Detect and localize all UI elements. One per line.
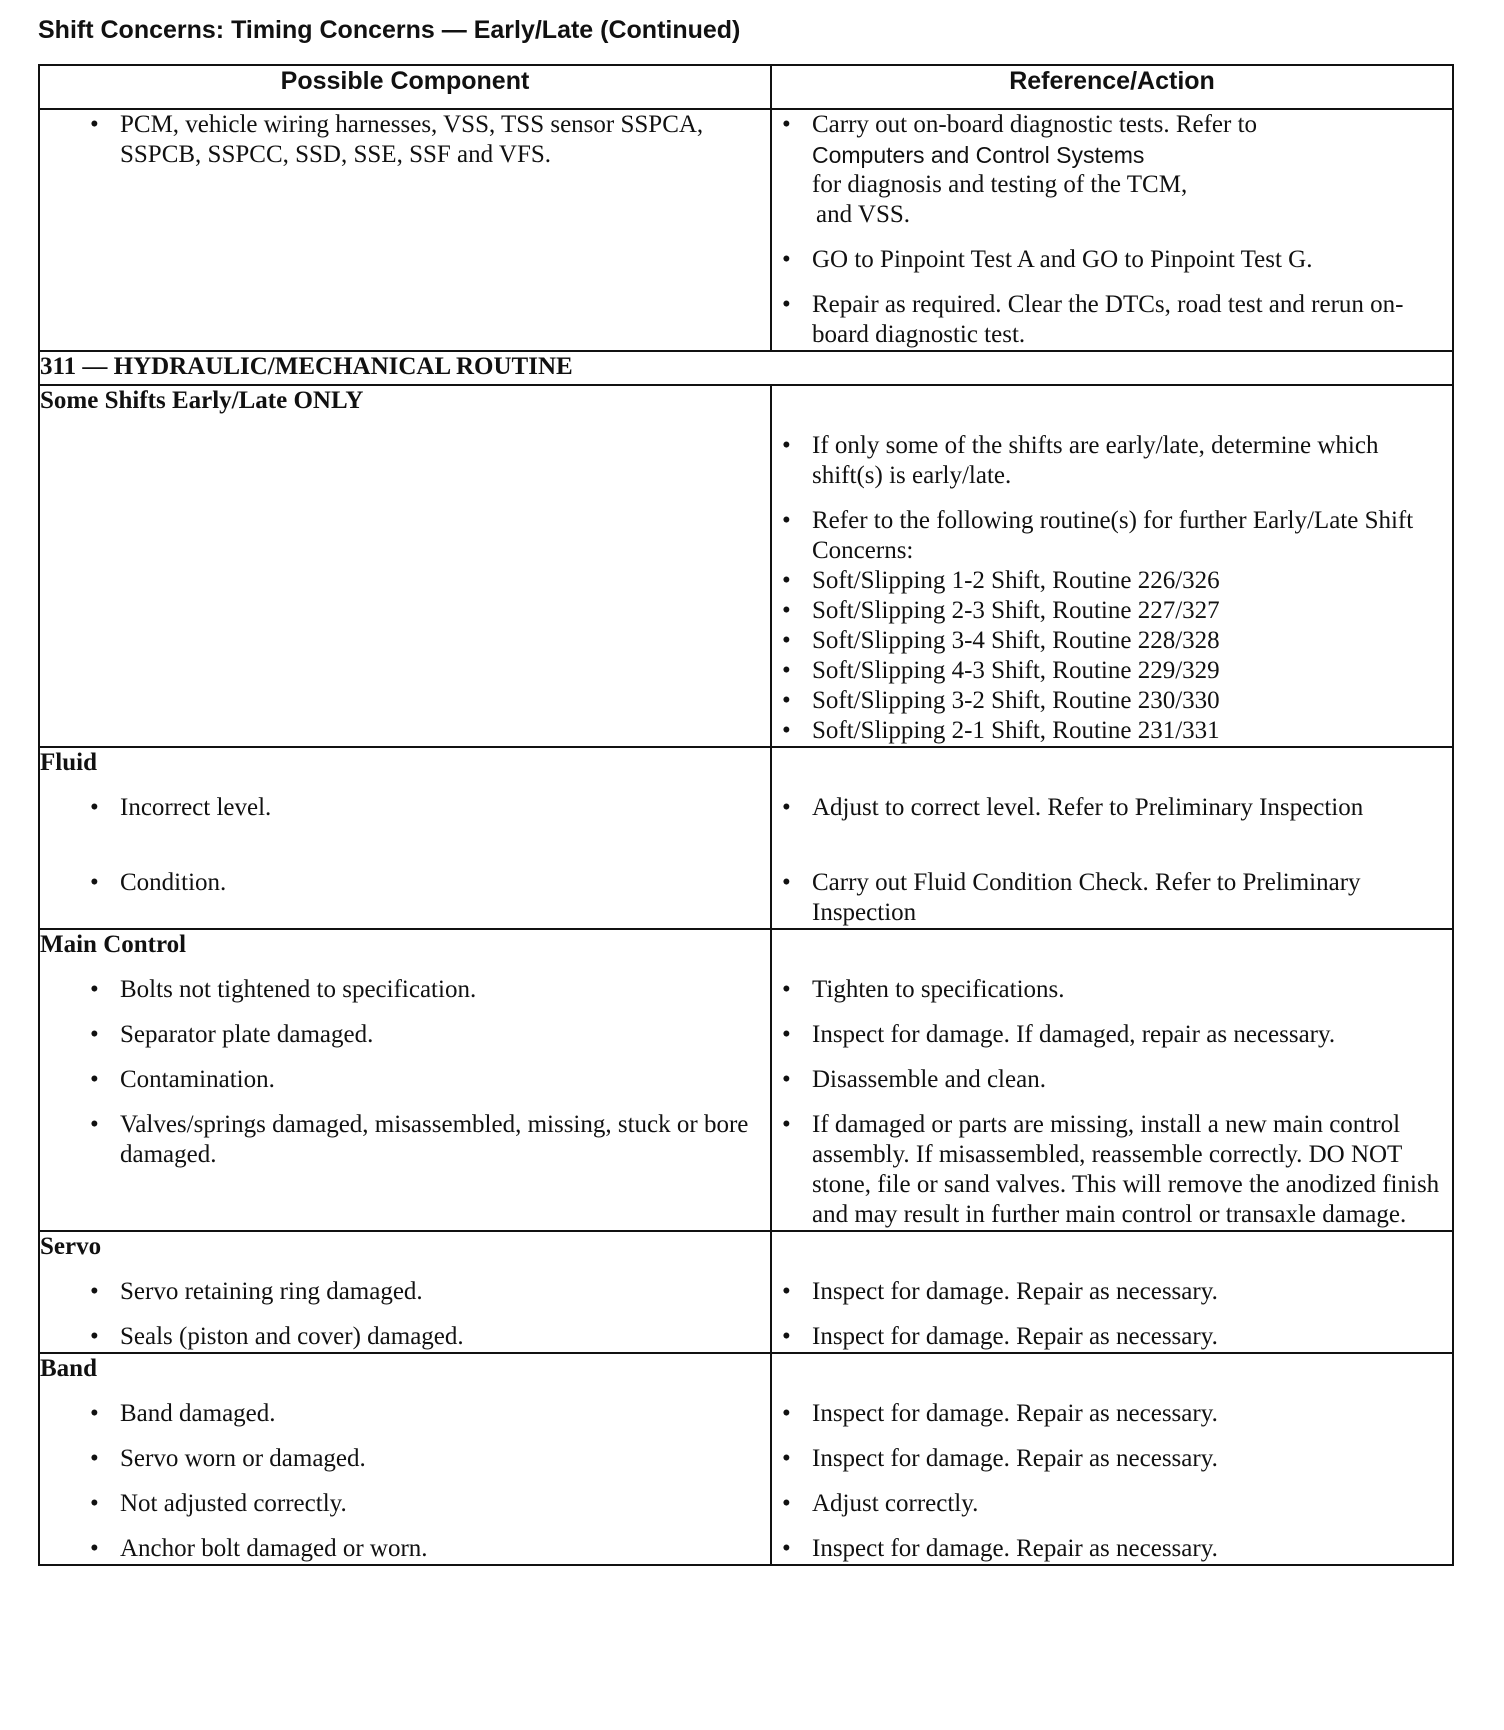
component-item: • Separator plate damaged. xyxy=(40,1020,770,1050)
table-header-row xyxy=(39,65,1453,109)
component-item: • Not adjusted correctly. xyxy=(40,1489,770,1519)
component-item: • Seals (piston and cover) damaged. xyxy=(40,1322,770,1352)
action-item: • Adjust to correct level. Refer to Preliminary Inspection xyxy=(772,793,1452,853)
page-title: Shift Concerns: Timing Concerns — Early/Late (Continued) xyxy=(38,16,741,44)
component-item: • Contamination. xyxy=(40,1065,770,1095)
action-text: for diagnosis and testing of the TCM, xyxy=(812,171,1188,198)
table-row xyxy=(39,747,1453,929)
component-cell xyxy=(39,747,771,929)
group-heading: Fluid xyxy=(40,749,97,776)
routine-list xyxy=(772,566,1452,746)
routine-item: • Soft/Slipping 3-4 Shift, Routine 228/328 xyxy=(772,626,1452,656)
action-item: • Tighten to specifications. xyxy=(772,975,1452,1005)
action-cell xyxy=(771,1353,1453,1565)
action-item: • Adjust correctly. xyxy=(772,1489,1452,1519)
component-item: • Servo worn or damaged. xyxy=(40,1444,770,1474)
action-cell xyxy=(771,109,1453,351)
group-heading: Some Shifts Early/Late ONLY xyxy=(40,387,364,414)
component-item: • Anchor bolt damaged or worn. xyxy=(40,1534,770,1564)
action-text: Carry out on-board diagnostic tests. Refer to xyxy=(812,111,1258,138)
component-cell xyxy=(39,1353,771,1565)
action-item: • Inspect for damage. Repair as necessary. xyxy=(772,1277,1452,1307)
table-row xyxy=(39,1353,1453,1565)
group-heading: Main Control xyxy=(40,931,187,958)
component-item: • PCM, vehicle wiring harnesses, VSS, TSS sensor SSPCA, SSPCB, SSPCC, SSD, SSE, SSF and VFS. xyxy=(40,110,770,170)
action-item xyxy=(772,110,1452,230)
component-cell xyxy=(39,929,771,1231)
action-cell xyxy=(771,747,1453,929)
component-item: • Servo retaining ring damaged. xyxy=(40,1277,770,1307)
component-cell xyxy=(39,1231,771,1353)
group-heading: Band xyxy=(40,1355,97,1382)
table-row xyxy=(39,929,1453,1231)
action-item: • Repair as required. Clear the DTCs, road test and rerun on-board diagnostic test. xyxy=(772,290,1452,350)
action-item: • Inspect for damage. Repair as necessary. xyxy=(772,1399,1452,1429)
component-item: • Band damaged. xyxy=(40,1399,770,1429)
component-item: • Condition. xyxy=(40,868,770,928)
column-header-component: Possible Component xyxy=(39,65,771,109)
routine-item: • Soft/Slipping 2-1 Shift, Routine 231/331 xyxy=(772,716,1452,746)
component-cell xyxy=(39,109,771,351)
routine-header: 311 — HYDRAULIC/MECHANICAL ROUTINE xyxy=(39,351,1453,385)
action-text: and VSS. xyxy=(816,201,911,228)
action-item: • Inspect for damage. If damaged, repair as necessary. xyxy=(772,1020,1452,1050)
diagnosis-table xyxy=(38,64,1454,1566)
action-cell xyxy=(771,385,1453,747)
action-item: • If only some of the shifts are early/late, determine which shift(s) is early/late. xyxy=(772,431,1452,491)
component-cell xyxy=(39,385,771,747)
action-item: • If damaged or parts are missing, install a new main control assembly. If misassembled, reassemble correctly. DO NOT stone, file or sand valves. This will remove the anodized finish and may result in further main control or transaxle damage. xyxy=(772,1110,1452,1230)
routine-item: • Soft/Slipping 3-2 Shift, Routine 230/330 xyxy=(772,686,1452,716)
component-item: • Bolts not tightened to specification. xyxy=(40,975,770,1005)
group-heading: Servo xyxy=(40,1233,102,1260)
component-item: • Valves/springs damaged, misassembled, missing, stuck or bore damaged. xyxy=(40,1110,770,1170)
action-item: • Inspect for damage. Repair as necessary. xyxy=(772,1444,1452,1474)
table-row xyxy=(39,385,1453,747)
action-item: • Inspect for damage. Repair as necessary. xyxy=(772,1534,1452,1564)
action-item: • Disassemble and clean. xyxy=(772,1065,1452,1095)
routine-item: • Soft/Slipping 4-3 Shift, Routine 229/329 xyxy=(772,656,1452,686)
action-cell xyxy=(771,1231,1453,1353)
computers-control-systems-link[interactable]: Computers and Control Systems xyxy=(812,142,1145,168)
routine-item: • Soft/Slipping 1-2 Shift, Routine 226/326 xyxy=(772,566,1452,596)
action-item xyxy=(772,506,1452,566)
routine-header-row xyxy=(39,351,1453,385)
table-row xyxy=(39,109,1453,351)
table-row xyxy=(39,1231,1453,1353)
action-cell xyxy=(771,929,1453,1231)
routine-item: • Soft/Slipping 2-3 Shift, Routine 227/327 xyxy=(772,596,1452,626)
action-item: • Carry out Fluid Condition Check. Refer to Preliminary Inspection xyxy=(772,868,1452,928)
action-item: • GO to Pinpoint Test A and GO to Pinpoint Test G. xyxy=(772,245,1452,275)
action-text: Refer to the following routine(s) for further Early/Late Shift Concerns: xyxy=(812,507,1414,564)
component-item: • Incorrect level. xyxy=(40,793,770,853)
action-item: • Inspect for damage. Repair as necessary. xyxy=(772,1322,1452,1352)
column-header-action: Reference/Action xyxy=(771,65,1453,109)
